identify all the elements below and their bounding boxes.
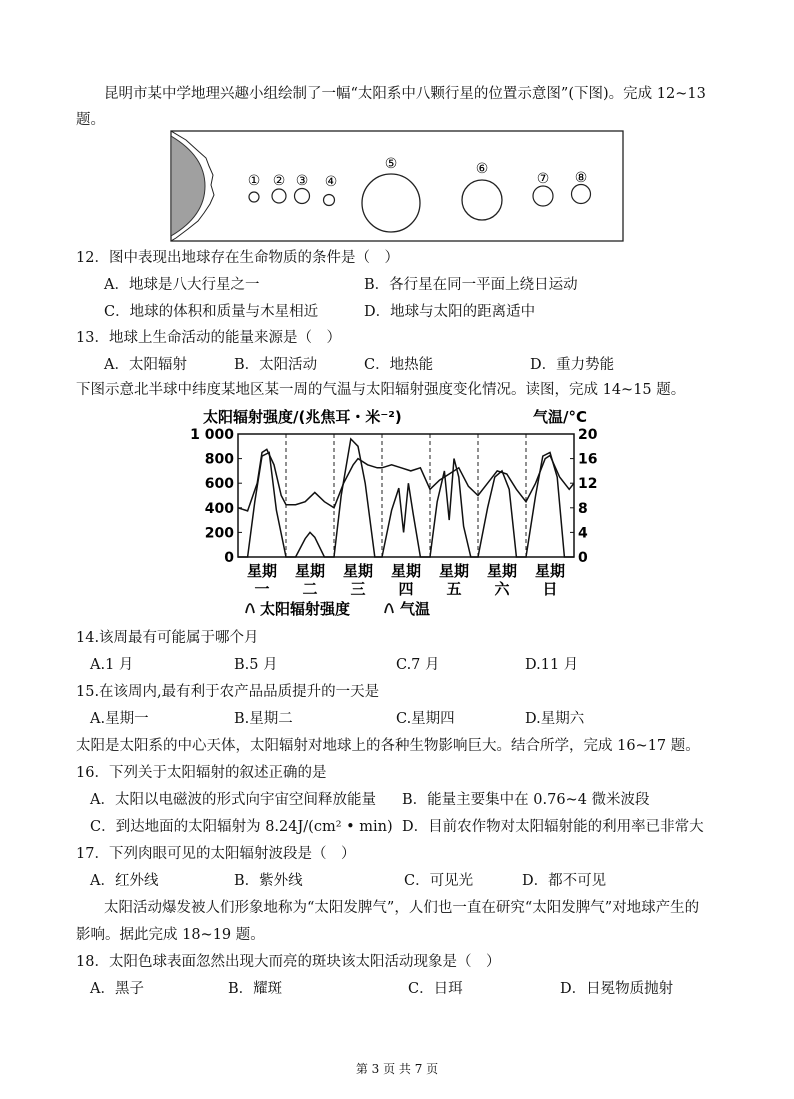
q13-option-b: B．太阳活动 [234,357,318,373]
q14-option-a: A.1 月 [90,657,134,673]
q15-option-c: C.星期四 [396,711,455,727]
y-left-tick-label: 600 [204,476,234,493]
x-day-label-top: 星期 [246,562,278,580]
x-day-label-bottom: 五 [446,580,462,598]
planet-2-circle [272,189,286,203]
planet-label-6: ⑥ [475,161,489,177]
y-left-tick-label: 200 [204,525,234,542]
plot-frame [238,434,574,557]
radiation-temperature-chart [0,400,794,625]
y-left-tick-label: 800 [204,451,234,468]
q16-option-b: B．能量主要集中在 0.76~4 微米波段 [402,792,650,808]
q18-option-c: C．日珥 [408,981,463,997]
q16-option-c: C．到达地面的太阳辐射为 8.24J/(cm² • min) [90,819,393,835]
y-left-axis-label: 太阳辐射强度/(兆焦耳・米⁻²) [203,408,402,426]
planet-label-1: ① [247,173,261,189]
intro-text-18-19-cont: 影响。据此完成 18~19 题。 [76,927,265,943]
planet-6-circle [462,180,502,220]
q12-option-c: C．地球的体积和质量与木星相近 [104,304,319,320]
q16-stem: 16．下列关于太阳辐射的叙述正确的是 [76,765,327,781]
y-right-tick-label: 4 [578,525,588,542]
q17-option-a: A．红外线 [90,873,159,889]
q18-option-a: A．黑子 [90,981,144,997]
y-right-tick-label: 16 [578,451,598,468]
q18-option-d: D．日冕物质抛射 [560,981,674,997]
q17-stem: 17．下列肉眼可见的太阳辐射波段是（ ） [76,846,356,862]
planet-4-circle [324,195,335,206]
y-right-tick-label: 20 [578,427,598,443]
y-right-tick-label: 8 [578,500,588,517]
x-day-label-top: 星期 [294,562,326,580]
y-left-tick-label: 400 [204,500,234,517]
x-day-label-bottom: 三 [350,580,366,598]
planet-label-5: ⑤ [384,156,398,172]
x-day-label-top: 星期 [342,562,374,580]
y-left-tick-label: 1 000 [190,427,234,443]
q14-stem: 14.该周最有可能属于哪个月 [76,630,259,646]
y-left-tick-label: 0 [224,550,234,566]
planet-1-circle [249,192,259,202]
x-day-label-top: 星期 [390,562,422,580]
q15-option-b: B.星期二 [234,711,293,727]
page-footer: 第 3 页 共 7 页 [355,1062,439,1076]
q14-option-b: B.5 月 [234,657,278,673]
x-day-label-bottom: 一 [254,580,270,598]
q15-stem: 15.在该周内,最有利于农产品品质提升的一天是 [76,684,380,700]
q17-option-b: B．紫外线 [234,873,303,889]
planet-label-2: ② [272,173,286,189]
planet-label-4: ④ [324,174,338,190]
y-right-tick-label: 0 [578,550,588,566]
q15-option-d: D.星期六 [525,711,585,727]
x-day-label-bottom: 六 [494,580,510,598]
intro-text-16-17: 太阳是太阳系的中心天体，太阳辐射对地球上的各种生物影响巨大。结合所学，完成 16~17 题。 [76,738,700,754]
planet-label-3: ③ [295,173,309,189]
solar-system-diagram [0,128,794,248]
q18-stem: 18．太阳色球表面忽然出现大而亮的斑块该太阳活动现象是（ ） [76,954,501,970]
legend-radiation-icon [246,604,254,613]
q12-option-a: A．地球是八大行星之一 [104,277,260,293]
x-day-label-top: 星期 [486,562,518,580]
intro-text-18-19: 太阳活动爆发被人们形象地称为“太阳发脾气”，人们也一直在研究“太阳发脾气”对地球产生的 [104,900,700,916]
q12-stem: 12．图中表现出地球存在生命物质的条件是（ ） [76,250,399,266]
x-day-label-bottom: 日 [542,580,558,598]
q14-option-c: C.7 月 [396,657,440,673]
planet-8-circle [572,185,591,204]
intro-text-14-15: 下图示意北半球中纬度某地区某一周的气温与太阳辐射强度变化情况。读图，完成 14~15 题。 [76,382,686,398]
intro-text-12-13: 昆明市某中学地理兴趣小组绘制了一幅“太阳系中八颗行星的位置示意图”(下图)。完成 12~13 [104,86,706,102]
planet-label-8: ⑧ [574,170,588,186]
planet-label-7: ⑦ [536,171,550,187]
q15-option-a: A.星期一 [90,711,149,727]
q17-option-c: C．可见光 [404,873,474,889]
q13-option-d: D．重力势能 [530,357,615,373]
q13-stem: 13．地球上生命活动的能量来源是（ ） [76,330,341,346]
q12-option-b: B．各行星在同一平面上绕日运动 [364,277,578,293]
x-day-label-top: 星期 [438,562,470,580]
x-day-label-bottom: 四 [398,580,414,598]
q17-option-d: D．都不可见 [522,873,607,889]
q13-option-a: A．太阳辐射 [104,357,187,373]
q16-option-a: A．太阳以电磁波的形式向宇宙空间释放能量 [90,792,376,808]
intro-text-12-13-cont: 题。 [76,112,105,128]
q12-option-d: D．地球与太阳的距离适中 [364,304,536,320]
q13-option-c: C．地热能 [364,357,434,373]
sun-shape [171,131,214,241]
planet-7-circle [533,186,553,206]
planet-3-circle [295,189,310,204]
legend-temperature-label: 气温 [400,600,431,618]
q18-option-b: B．耀斑 [228,981,283,997]
q14-option-d: D.11 月 [525,657,579,673]
legend-temperature-icon [385,604,393,613]
y-right-tick-label: 12 [578,476,598,493]
legend-radiation-label: 太阳辐射强度 [260,600,351,618]
x-day-label-top: 星期 [534,562,566,580]
planet-5-circle [362,174,420,232]
q16-option-d: D．目前农作物对太阳辐射能的利用率已非常大 [402,819,704,835]
x-day-label-bottom: 二 [302,580,318,598]
y-right-axis-label: 气温/°C [533,408,587,426]
